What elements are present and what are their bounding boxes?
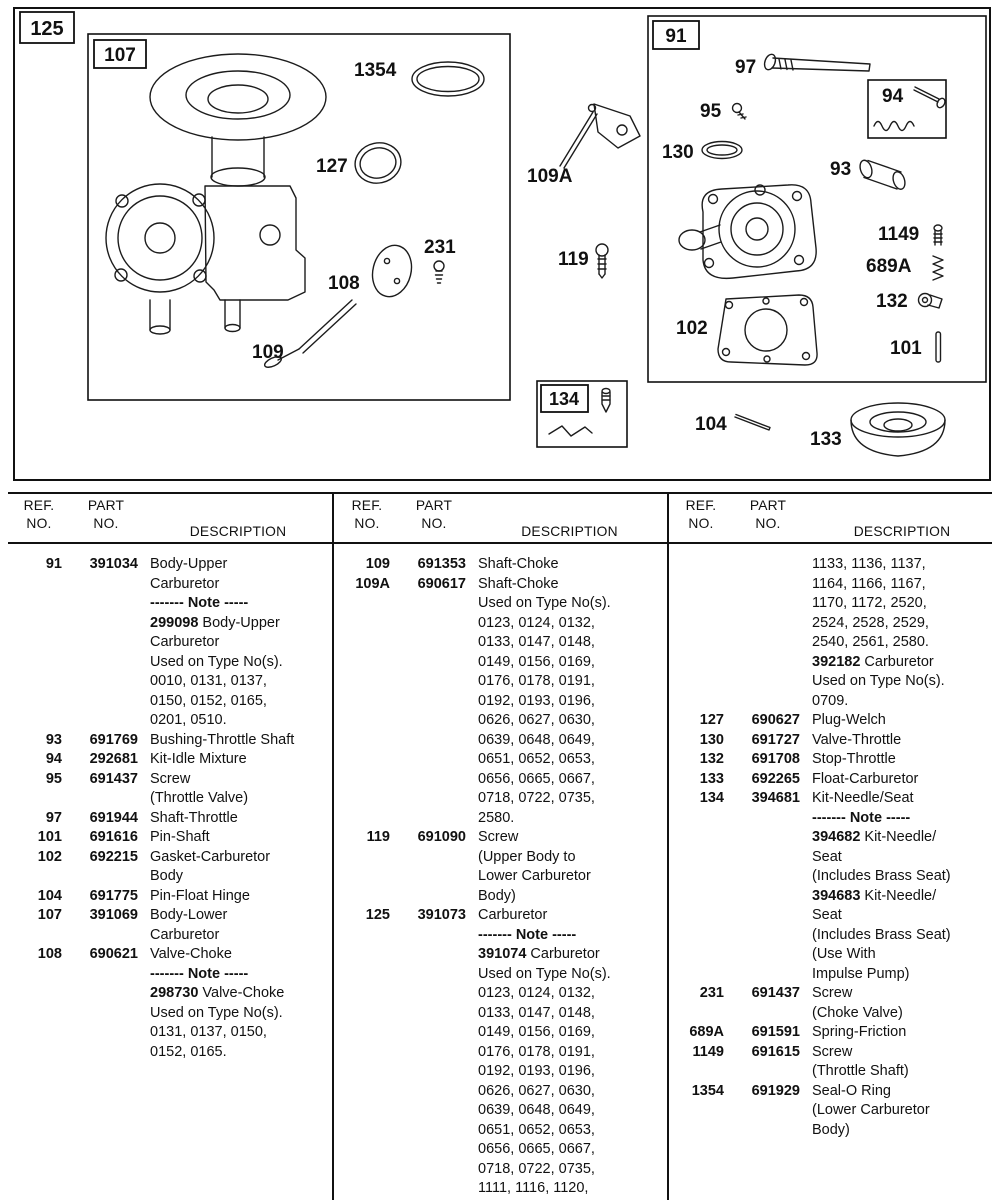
description-line: (Choke Valve) bbox=[812, 1004, 903, 1021]
part-lower-carburetor-body bbox=[106, 54, 326, 334]
parts-table-entry bbox=[678, 1082, 992, 1141]
description-line: 0149, 0156, 0169, bbox=[478, 1024, 595, 1040]
part-no: 690617 bbox=[417, 575, 466, 592]
description-line: Seat bbox=[812, 907, 842, 923]
part-no: 292681 bbox=[89, 751, 138, 767]
description-line: 0176, 0178, 0191, bbox=[478, 1043, 595, 1060]
table-top-rule bbox=[8, 492, 992, 494]
description-line: Body) bbox=[812, 1121, 850, 1138]
description-line: (Upper Body to bbox=[478, 848, 576, 865]
callout-93: 93 bbox=[830, 159, 852, 180]
parts-table-entry bbox=[344, 575, 661, 829]
description-line: 2540, 2561, 2580. bbox=[812, 634, 929, 650]
description-line: Carburetor bbox=[150, 926, 220, 943]
description-line: Carburetor bbox=[150, 575, 220, 592]
part-no: 692265 bbox=[751, 770, 800, 787]
description-line: 2580. bbox=[478, 809, 515, 826]
description-line: 0133, 0147, 0148, bbox=[478, 634, 595, 650]
part-no: 691944 bbox=[89, 809, 138, 826]
description-line: Shaft-Throttle bbox=[150, 809, 238, 826]
part-choke-shaft-109A bbox=[560, 104, 640, 168]
part-no: 691353 bbox=[417, 556, 466, 572]
parts-table-entry bbox=[344, 906, 661, 1199]
parts-table-entry bbox=[16, 731, 326, 751]
callout-101: 101 bbox=[890, 338, 922, 359]
description-line: Used on Type No(s). bbox=[478, 595, 611, 611]
description-line: 394682 Kit-Needle/ bbox=[812, 829, 937, 845]
header-part-no: PART NO. bbox=[749, 498, 787, 531]
description-line: 0149, 0156, 0169, bbox=[478, 653, 595, 670]
description-line: Valve-Choke bbox=[150, 946, 232, 962]
parts-diagram bbox=[0, 0, 1000, 492]
ref-no: 101 bbox=[37, 829, 62, 845]
parts-table-entry bbox=[16, 887, 326, 907]
description bbox=[150, 750, 326, 770]
parts-table-entry bbox=[678, 1023, 992, 1043]
part-no: 690627 bbox=[751, 712, 800, 728]
description-line: Carburetor bbox=[150, 634, 220, 650]
table-column-2 bbox=[344, 497, 661, 1199]
part-no: 691769 bbox=[89, 731, 138, 748]
description-line: Screw bbox=[478, 829, 519, 845]
description-line: Screw bbox=[812, 1043, 853, 1060]
header-description: DESCRIPTION bbox=[521, 524, 618, 539]
part-no: 391073 bbox=[417, 907, 466, 923]
part-spring-689A bbox=[933, 256, 943, 280]
description-line: 0152, 0165. bbox=[150, 1043, 227, 1060]
part-pin-101 bbox=[936, 332, 941, 362]
description bbox=[812, 731, 992, 751]
inset-label-107-text: 107 bbox=[104, 45, 136, 66]
description bbox=[812, 555, 992, 711]
description-line: 1133, 1136, 1137, bbox=[812, 556, 926, 572]
callout-231: 231 bbox=[424, 237, 456, 258]
description-line: Plug-Welch bbox=[812, 712, 886, 728]
description-line: 0150, 0152, 0165, bbox=[150, 692, 267, 709]
part-no: 391034 bbox=[89, 556, 138, 572]
description-line: Screw bbox=[812, 985, 853, 1001]
callout-1354: 1354 bbox=[354, 60, 397, 81]
callout-130: 130 bbox=[662, 142, 694, 163]
part-no: 691437 bbox=[751, 985, 800, 1001]
ref-no: 97 bbox=[45, 809, 62, 826]
part-no bbox=[736, 555, 800, 711]
description-line: 0192, 0193, 0196, bbox=[478, 692, 595, 709]
description-line: Shaft-Choke bbox=[478, 575, 559, 592]
callout-119: 119 bbox=[558, 249, 589, 270]
description bbox=[812, 1043, 992, 1082]
part-spring-94 bbox=[874, 122, 914, 131]
part-clip-134 bbox=[549, 426, 592, 436]
description bbox=[812, 711, 992, 731]
description-line: Impulse Pump) bbox=[812, 965, 910, 982]
callout-97: 97 bbox=[735, 57, 757, 78]
description-line: 391074 Carburetor bbox=[478, 946, 600, 962]
ref-no: 109 bbox=[365, 556, 390, 572]
description-line: 0718, 0722, 0735, bbox=[478, 1160, 595, 1177]
description-line: 298730 Valve-Choke bbox=[150, 985, 285, 1001]
parts-table-entry bbox=[16, 555, 326, 731]
description-line: Body-Lower bbox=[150, 907, 228, 923]
header-ref-no: REF. NO. bbox=[23, 498, 55, 531]
description-line: Shaft-Choke bbox=[478, 556, 559, 572]
part-no: 691727 bbox=[751, 731, 800, 748]
description-line: 0133, 0147, 0148, bbox=[478, 1004, 595, 1021]
description bbox=[812, 770, 992, 790]
description-line: (Includes Brass Seat) bbox=[812, 868, 951, 884]
part-bushing-93 bbox=[858, 159, 907, 191]
ref-no: 108 bbox=[37, 946, 62, 962]
parts-table-entry bbox=[16, 828, 326, 848]
part-welch-plug-127 bbox=[351, 139, 404, 188]
description-line: 0709. bbox=[812, 692, 849, 709]
description-line: 394683 Kit-Needle/ bbox=[812, 887, 937, 904]
description-line: 0131, 0137, 0150, bbox=[150, 1024, 267, 1040]
table-column-1 bbox=[16, 497, 326, 1062]
description-line: (Throttle Shaft) bbox=[812, 1063, 909, 1079]
description-line: Used on Type No(s). bbox=[812, 673, 945, 689]
description-line: Seal-O Ring bbox=[812, 1082, 891, 1099]
parts-table-entry bbox=[344, 828, 661, 906]
table-rows-col1 bbox=[16, 555, 326, 1062]
ref-no: 91 bbox=[45, 556, 62, 572]
description-line: Kit-Idle Mixture bbox=[150, 751, 247, 767]
description-line: Body bbox=[150, 868, 184, 884]
description-line: 2524, 2528, 2529, bbox=[812, 614, 929, 631]
description bbox=[812, 750, 992, 770]
description-line: 392182 Carburetor bbox=[812, 653, 934, 670]
ref-no: 125 bbox=[365, 907, 390, 923]
part-no: 691591 bbox=[751, 1024, 800, 1040]
table-column-3 bbox=[678, 497, 992, 1140]
description-line: Gasket-Carburetor bbox=[150, 848, 271, 865]
description-line: 0656, 0665, 0667, bbox=[478, 1141, 595, 1157]
description-line: 0639, 0648, 0649, bbox=[478, 731, 595, 748]
ref-no: 134 bbox=[699, 790, 724, 806]
part-screw-231 bbox=[434, 261, 444, 283]
callout-108: 108 bbox=[328, 273, 360, 294]
description-line: Pin-Shaft bbox=[150, 829, 210, 845]
parts-table-entry bbox=[344, 555, 661, 575]
ref-no: 95 bbox=[45, 770, 62, 787]
description-line: Pin-Float Hinge bbox=[150, 887, 250, 904]
part-needle-94 bbox=[914, 87, 947, 109]
description-line: 0192, 0193, 0196, bbox=[478, 1063, 595, 1079]
ref-no bbox=[678, 555, 724, 711]
description-line: ------- Note ----- bbox=[478, 926, 577, 943]
description bbox=[812, 984, 992, 1023]
part-screw-95 bbox=[733, 104, 747, 120]
parts-table-entry bbox=[678, 770, 992, 790]
description-line: Used on Type No(s). bbox=[150, 653, 283, 670]
part-upper-carburetor-body bbox=[679, 185, 816, 279]
ref-no: 130 bbox=[699, 731, 724, 748]
ref-no: 132 bbox=[699, 751, 724, 767]
parts-table-entry bbox=[678, 750, 992, 770]
parts-table-entry bbox=[16, 770, 326, 809]
figure-label-125 bbox=[20, 12, 74, 43]
part-float-hinge-pin-104 bbox=[735, 415, 770, 431]
parts-table-entry bbox=[16, 750, 326, 770]
ref-no: 231 bbox=[699, 985, 724, 1001]
description-line: 0123, 0124, 0132, bbox=[478, 985, 595, 1001]
parts-table-entry bbox=[678, 555, 992, 711]
description-line: Body) bbox=[478, 887, 516, 904]
part-no: 394681 bbox=[751, 790, 800, 806]
description-line: Seat bbox=[812, 848, 842, 865]
description bbox=[478, 906, 661, 1199]
description-line: 0010, 0131, 0137, bbox=[150, 673, 267, 689]
part-no: 691929 bbox=[751, 1082, 800, 1099]
description bbox=[812, 1023, 992, 1043]
ref-no: 1149 bbox=[692, 1043, 724, 1060]
kit-label-94-text: 94 bbox=[882, 86, 904, 107]
kit-box-134 bbox=[537, 381, 627, 447]
inset-label-91-text: 91 bbox=[665, 26, 687, 47]
parts-table-entry bbox=[678, 731, 992, 751]
parts-table bbox=[0, 492, 1000, 1200]
description-line: 0201, 0510. bbox=[150, 712, 227, 728]
part-no: 691090 bbox=[417, 829, 466, 845]
description-line: 0123, 0124, 0132, bbox=[478, 614, 595, 631]
part-throttle-valve-130 bbox=[702, 142, 742, 159]
description-line: Lower Carburetor bbox=[478, 868, 591, 884]
ref-no: 93 bbox=[45, 731, 62, 748]
description-line: Body-Upper bbox=[150, 556, 228, 572]
ref-no: 94 bbox=[45, 751, 62, 767]
header-ref-no: REF. NO. bbox=[685, 498, 717, 531]
description-line: Carburetor bbox=[478, 907, 548, 923]
description-line: 0176, 0178, 0191, bbox=[478, 673, 595, 689]
callout-133: 133 bbox=[810, 429, 842, 450]
description bbox=[150, 848, 326, 887]
description bbox=[478, 555, 661, 575]
callout-1149: 1149 bbox=[878, 224, 920, 245]
kit-label-134-text: 134 bbox=[548, 389, 580, 409]
parts-table-entry bbox=[678, 984, 992, 1023]
part-no: 691437 bbox=[89, 770, 138, 787]
description-line: (Includes Brass Seat) bbox=[812, 926, 951, 943]
description bbox=[150, 770, 326, 809]
part-choke-valve-108 bbox=[367, 241, 416, 301]
description bbox=[150, 731, 326, 751]
description-line: 299098 Body-Upper bbox=[150, 614, 280, 631]
description-line: (Lower Carburetor bbox=[812, 1102, 930, 1118]
ref-no: 119 bbox=[366, 829, 390, 845]
description-line: 0651, 0652, 0653, bbox=[478, 751, 595, 767]
ref-no: 109A bbox=[355, 575, 390, 592]
description-line: Used on Type No(s). bbox=[478, 965, 611, 982]
figure-frame bbox=[14, 8, 990, 480]
ref-no: 133 bbox=[699, 770, 724, 787]
description-line: 1164, 1166, 1167, bbox=[812, 575, 926, 592]
description-line: ------- Note ----- bbox=[150, 595, 249, 611]
description-line: Stop-Throttle bbox=[812, 751, 896, 767]
column-divider-1 bbox=[332, 492, 334, 1200]
description bbox=[478, 828, 661, 906]
callout-127: 127 bbox=[316, 156, 348, 177]
parts-table-entry bbox=[678, 711, 992, 731]
callout-109: 109 bbox=[252, 342, 284, 363]
parts-table-entry bbox=[16, 906, 326, 945]
part-no: 692215 bbox=[89, 848, 138, 865]
callout-689A: 689A bbox=[866, 256, 912, 277]
table-header bbox=[344, 497, 661, 541]
description bbox=[150, 809, 326, 829]
part-no: 691708 bbox=[751, 751, 800, 767]
description bbox=[150, 887, 326, 907]
description-line: (Use With bbox=[812, 946, 876, 962]
parts-table-entry bbox=[16, 848, 326, 887]
part-screw-1149 bbox=[934, 225, 942, 245]
description bbox=[150, 555, 326, 731]
part-throttle-stop-132 bbox=[919, 294, 943, 309]
description-line: 0718, 0722, 0735, bbox=[478, 790, 595, 806]
callout-104: 104 bbox=[695, 414, 727, 435]
callout-109A: 109A bbox=[527, 166, 573, 187]
description bbox=[478, 575, 661, 829]
part-needle-seat-134 bbox=[602, 389, 610, 413]
table-rows-col2 bbox=[344, 555, 661, 1199]
kit-box-94 bbox=[868, 80, 947, 138]
description-line: 0656, 0665, 0667, bbox=[478, 770, 595, 787]
description-line: 1170, 1172, 2520, bbox=[812, 595, 927, 611]
part-float-133 bbox=[851, 403, 945, 456]
description-line: Spring-Friction bbox=[812, 1024, 907, 1040]
description bbox=[150, 828, 326, 848]
part-gasket-102 bbox=[718, 295, 817, 365]
parts-table-entry bbox=[16, 945, 326, 1062]
callout-132: 132 bbox=[876, 291, 908, 312]
description-line: (Throttle Valve) bbox=[150, 790, 249, 806]
ref-no: 107 bbox=[37, 907, 62, 923]
description-line: 0639, 0648, 0649, bbox=[478, 1102, 595, 1118]
parts-table-entry bbox=[16, 809, 326, 829]
table-rows-col3 bbox=[678, 555, 992, 1140]
description-line: 0626, 0627, 0630, bbox=[478, 1082, 595, 1099]
parts-table-entry bbox=[678, 1043, 992, 1082]
part-no: 691616 bbox=[89, 829, 138, 845]
table-header bbox=[678, 497, 992, 541]
description-line: 0651, 0652, 0653, bbox=[478, 1121, 595, 1138]
description-line: ------- Note ----- bbox=[150, 965, 249, 982]
part-no: 691775 bbox=[89, 887, 138, 904]
description-line: Valve-Throttle bbox=[812, 731, 902, 748]
parts-table-entry bbox=[678, 789, 992, 984]
figure-label-125-text: 125 bbox=[30, 18, 64, 40]
description-line: Screw bbox=[150, 770, 191, 787]
header-ref-no: REF. NO. bbox=[351, 498, 383, 531]
callout-95: 95 bbox=[700, 101, 722, 122]
ref-no: 1354 bbox=[691, 1082, 724, 1099]
header-part-no: PART NO. bbox=[415, 498, 453, 531]
part-screw-119 bbox=[596, 244, 608, 278]
description-line: 1111, 1116, 1120, bbox=[478, 1180, 589, 1196]
ref-no: 102 bbox=[37, 848, 62, 865]
ref-no: 127 bbox=[699, 712, 724, 728]
header-description: DESCRIPTION bbox=[853, 524, 951, 539]
ref-no: 689A bbox=[689, 1024, 724, 1040]
header-description: DESCRIPTION bbox=[189, 524, 287, 539]
description-line: 0626, 0627, 0630, bbox=[478, 712, 595, 728]
column-divider-2 bbox=[667, 492, 669, 1200]
part-no: 691615 bbox=[751, 1043, 800, 1060]
part-no: 391069 bbox=[89, 907, 138, 923]
callout-102: 102 bbox=[676, 318, 708, 339]
table-header bbox=[16, 497, 326, 541]
part-throttle-shaft-97 bbox=[763, 53, 870, 71]
part-o-ring-1354 bbox=[412, 62, 484, 96]
description-line: Bushing-Throttle Shaft bbox=[150, 731, 295, 748]
description bbox=[150, 945, 326, 1062]
ref-no: 104 bbox=[37, 887, 62, 904]
header-part-no: PART NO. bbox=[87, 498, 125, 531]
part-no: 690621 bbox=[89, 946, 138, 962]
description-line: ------- Note ----- bbox=[812, 809, 911, 826]
description bbox=[812, 1082, 992, 1141]
description bbox=[150, 906, 326, 945]
description-line: Used on Type No(s). bbox=[150, 1004, 283, 1021]
description-line: Float-Carburetor bbox=[812, 770, 919, 787]
description bbox=[812, 789, 992, 984]
description-line: Kit-Needle/Seat bbox=[812, 790, 914, 806]
